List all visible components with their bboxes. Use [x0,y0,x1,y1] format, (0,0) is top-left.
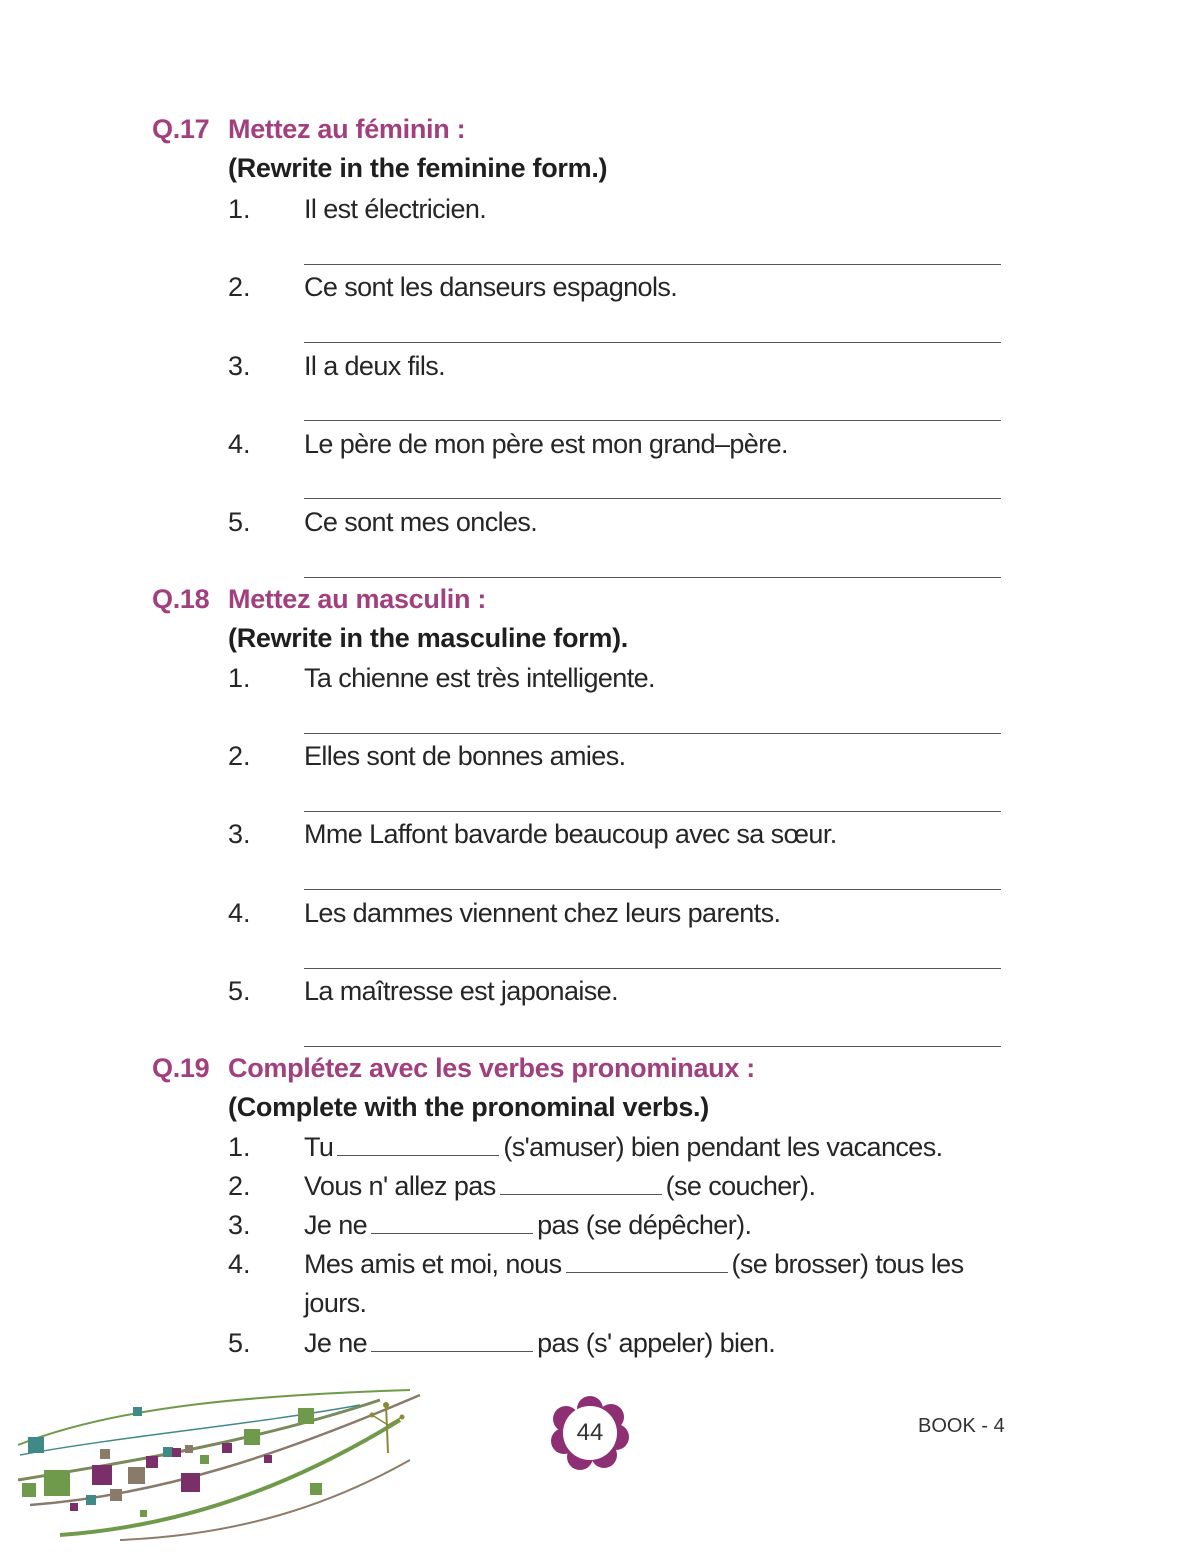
q19-item-2-after: (se coucher). [665,1171,816,1201]
q17-item-3-number: 3. [228,351,251,381]
book-label: BOOK - 4 [918,1415,1005,1437]
q19-item-1-number: 1. [228,1132,251,1162]
q17-item-4-text: Le père de mon père est mon grand–père. [304,429,788,459]
q18-item-3-answer-line[interactable] [304,889,1001,890]
q17-item-5-answer-line[interactable] [304,577,1001,578]
q19-item-1-blank[interactable] [337,1133,499,1156]
q18-item-1-number: 1. [228,663,251,693]
q19-item-2-blank[interactable] [500,1172,662,1195]
q18-item-3-number: 3. [228,819,251,849]
q17-item-1-answer-line[interactable] [304,264,1001,265]
q17-title: Mettez au féminin : [228,114,466,144]
q19-item-5-number: 5. [228,1328,251,1358]
q17-heading [152,114,465,145]
q19-item-4-after: (se brosser) tous les [731,1249,964,1279]
q18-item-5-text: La maîtresse est japonaise. [304,976,618,1006]
q17-item-2-answer-line[interactable] [304,342,1001,343]
q19-item-2-before: Vous n' allez pas [304,1171,496,1201]
q18-number: Q.18 [152,584,210,614]
q17-item-2-number: 2. [228,272,251,302]
q18-item-4-text: Les dammes viennent chez leurs parents. [304,898,781,928]
q19-item-3-blank[interactable] [371,1211,533,1234]
q19-title: Complétez avec les verbes pronominaux : [228,1053,755,1083]
q19-item-4-continuation: jours. [304,1288,367,1318]
q18-subtitle: (Rewrite in the masculine form). [228,623,628,653]
q19-item-3-before: Je ne [304,1210,368,1240]
decorative-swoosh-graphic [0,1385,430,1545]
q19-item-4-before: Mes amis et moi, nous [304,1249,562,1279]
q17-item-2-text: Ce sont les danseurs espagnols. [304,272,678,302]
q18-item-2-number: 2. [228,741,251,771]
q19-item-1-before: Tu [304,1132,334,1162]
q19-item-4-text [304,1249,963,1280]
q17-number: Q.17 [152,114,210,144]
q19-number: Q.19 [152,1053,210,1083]
q18-item-2-answer-line[interactable] [304,811,1001,812]
q19-item-1-text [304,1132,943,1163]
q18-item-5-answer-line[interactable] [304,1046,1001,1047]
q17-item-4-number: 4. [228,429,251,459]
q17-item-5-text: Ce sont mes oncles. [304,507,538,537]
q19-item-2-text [304,1171,815,1202]
q19-item-5-text [304,1328,775,1359]
q18-heading [152,584,486,615]
q19-item-5-before: Je ne [304,1328,368,1358]
q17-item-5-number: 5. [228,507,251,537]
page-number-badge [550,1395,630,1470]
q17-item-3-text: Il a deux fils. [304,351,446,381]
q19-heading [152,1053,755,1084]
q19-item-5-after: pas (s' appeler) bien. [537,1328,776,1358]
q18-item-4-answer-line[interactable] [304,968,1001,969]
page-number: 44 [576,1418,604,1446]
q19-item-5-blank[interactable] [371,1329,533,1352]
q19-item-1-after: (s'amuser) bien pendant les vacances. [503,1132,943,1162]
q19-item-4-number: 4. [228,1249,251,1279]
q19-item-3-number: 3. [228,1210,251,1240]
q18-item-5-number: 5. [228,976,251,1006]
q18-title: Mettez au masculin : [228,584,487,614]
q19-item-2-number: 2. [228,1171,251,1201]
q17-item-1-text: Il est électricien. [304,194,487,224]
q19-item-4-blank[interactable] [566,1250,728,1273]
q19-item-3-text [304,1210,751,1241]
q18-item-1-text: Ta chienne est très intelligente. [304,663,655,693]
q17-item-4-answer-line[interactable] [304,498,1001,499]
q17-item-1-number: 1. [228,194,251,224]
q19-item-3-after: pas (se dépêcher). [537,1210,752,1240]
q18-item-1-answer-line[interactable] [304,733,1001,734]
q18-item-4-number: 4. [228,898,251,928]
q19-subtitle: (Complete with the pronominal verbs.) [228,1092,709,1122]
q18-item-2-text: Elles sont de bonnes amies. [304,741,626,771]
q18-item-3-text: Mme Laffont bavarde beaucoup avec sa sœur. [304,819,837,849]
q17-subtitle: (Rewrite in the feminine form.) [228,153,608,183]
q17-item-3-answer-line[interactable] [304,420,1001,421]
